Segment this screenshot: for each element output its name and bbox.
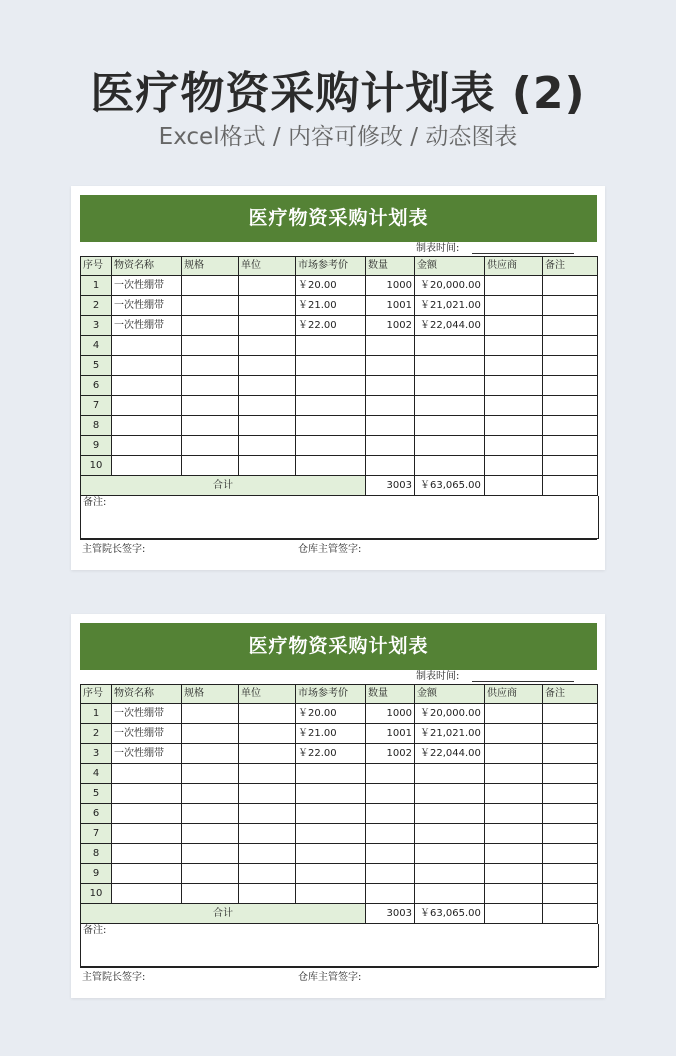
note-cell[interactable] [543, 764, 598, 784]
name-cell[interactable] [112, 844, 182, 864]
amount-cell[interactable] [415, 704, 485, 724]
sheet [80, 623, 597, 988]
qty-cell[interactable] [366, 436, 415, 456]
qty-cell[interactable] [366, 336, 415, 356]
price-cell[interactable]: ￥22.00 [296, 744, 366, 764]
total-amount-value: 63,065.00 [430, 480, 481, 491]
column-header: 物资名称 [112, 685, 182, 704]
qty-cell[interactable] [366, 884, 415, 904]
unit-cell[interactable] [239, 804, 296, 824]
table-row [81, 276, 598, 296]
price-cell[interactable]: ￥20.00 [296, 276, 366, 296]
table-header-row [81, 685, 598, 704]
table-cell[interactable] [543, 476, 598, 496]
row-number: 1 [81, 276, 112, 296]
column-header: 物资名称 [112, 257, 182, 276]
spec-cell[interactable] [182, 296, 239, 316]
qty-cell[interactable]: 1000 [366, 276, 415, 296]
total-qty[interactable]: 3003 [366, 904, 415, 924]
amount-value: 21,021.00 [430, 300, 481, 311]
table-row [81, 784, 598, 804]
qty-cell[interactable]: 1002 [366, 744, 415, 764]
price-cell[interactable] [296, 844, 366, 864]
supplier-cell[interactable] [485, 456, 543, 476]
note-cell[interactable] [543, 784, 598, 804]
row-number: 5 [81, 356, 112, 376]
page-title: 医疗物资采购计划表 (2) [90, 68, 586, 119]
table-row [81, 884, 598, 904]
supplier-cell[interactable] [485, 296, 543, 316]
table-row [81, 336, 598, 356]
column-header: 市场参考价 [296, 257, 366, 276]
supplier-cell[interactable] [485, 844, 543, 864]
spec-cell[interactable] [182, 456, 239, 476]
unit-cell[interactable] [239, 864, 296, 884]
amount-cell[interactable] [415, 884, 485, 904]
note-cell[interactable] [543, 804, 598, 824]
unit-cell[interactable] [239, 704, 296, 724]
name-cell[interactable] [112, 396, 182, 416]
column-header: 备注 [543, 685, 598, 704]
unit-cell[interactable] [239, 376, 296, 396]
qty-cell[interactable] [366, 844, 415, 864]
name-cell[interactable] [112, 356, 182, 376]
amount-cell[interactable] [415, 356, 485, 376]
amount-cell[interactable] [415, 396, 485, 416]
name-cell[interactable] [112, 884, 182, 904]
supplier-cell[interactable] [485, 864, 543, 884]
name-cell[interactable] [112, 416, 182, 436]
note-cell[interactable] [543, 844, 598, 864]
table-row [81, 416, 598, 436]
qty-cell[interactable]: 1002 [366, 316, 415, 336]
director-signature-label: 主管院长签字: [82, 972, 146, 983]
table-row [81, 864, 598, 884]
amount-value: 20,000.00 [430, 280, 481, 291]
table-row [81, 436, 598, 456]
qty-cell[interactable] [366, 356, 415, 376]
qty-cell[interactable] [366, 416, 415, 436]
amount-cell[interactable] [415, 296, 485, 316]
total-label: 合计 [81, 476, 366, 496]
row-number: 10 [81, 456, 112, 476]
unit-cell[interactable] [239, 416, 296, 436]
unit-cell[interactable] [239, 316, 296, 336]
qty-cell[interactable] [366, 764, 415, 784]
supplier-cell[interactable] [485, 276, 543, 296]
amount-value: 22,044.00 [430, 320, 481, 331]
spec-cell[interactable] [182, 336, 239, 356]
currency-symbol: ￥ [420, 908, 430, 919]
price-cell[interactable] [296, 784, 366, 804]
qty-cell[interactable] [366, 456, 415, 476]
unit-cell[interactable] [239, 456, 296, 476]
name-cell[interactable]: 一次性绷带 [112, 276, 182, 296]
unit-cell[interactable] [239, 744, 296, 764]
supplier-cell[interactable] [485, 744, 543, 764]
amount-value: 21,021.00 [430, 728, 481, 739]
row-number: 8 [81, 416, 112, 436]
supplier-cell[interactable] [485, 436, 543, 456]
name-cell[interactable] [112, 336, 182, 356]
row-number: 5 [81, 784, 112, 804]
name-cell[interactable]: 一次性绷带 [112, 744, 182, 764]
table-row [81, 376, 598, 396]
name-cell[interactable] [112, 764, 182, 784]
amount-cell[interactable] [415, 824, 485, 844]
supplier-cell[interactable] [485, 396, 543, 416]
made-time-field[interactable] [472, 681, 574, 682]
row-number: 10 [81, 884, 112, 904]
unit-cell[interactable] [239, 276, 296, 296]
note-cell[interactable] [543, 704, 598, 724]
supplier-cell[interactable] [485, 804, 543, 824]
price-cell[interactable] [296, 376, 366, 396]
unit-cell[interactable] [239, 724, 296, 744]
table-cell[interactable] [485, 476, 543, 496]
name-cell[interactable] [112, 784, 182, 804]
note-area[interactable] [80, 496, 599, 539]
sheet-preview-2 [71, 614, 605, 998]
amount-cell[interactable] [415, 764, 485, 784]
name-cell[interactable] [112, 864, 182, 884]
note-cell[interactable] [543, 396, 598, 416]
column-header: 数量 [366, 685, 415, 704]
table-row [81, 824, 598, 844]
note-cell[interactable] [543, 436, 598, 456]
price-cell[interactable] [296, 456, 366, 476]
amount-cell[interactable] [415, 744, 485, 764]
unit-cell[interactable] [239, 436, 296, 456]
qty-cell[interactable] [366, 396, 415, 416]
price-cell[interactable] [296, 436, 366, 456]
amount-cell[interactable] [415, 376, 485, 396]
spec-cell[interactable] [182, 316, 239, 336]
supplier-cell[interactable] [485, 356, 543, 376]
spec-cell[interactable] [182, 356, 239, 376]
price-cell[interactable] [296, 824, 366, 844]
column-header: 规格 [182, 257, 239, 276]
total-row [81, 904, 598, 924]
qty-cell[interactable] [366, 784, 415, 804]
price-cell[interactable] [296, 396, 366, 416]
note-cell[interactable] [543, 884, 598, 904]
note-cell[interactable] [543, 864, 598, 884]
supplier-cell[interactable] [485, 376, 543, 396]
name-cell[interactable]: 一次性绷带 [112, 724, 182, 744]
column-header: 供应商 [485, 257, 543, 276]
unit-cell[interactable] [239, 884, 296, 904]
note-cell[interactable] [543, 724, 598, 744]
total-row [81, 476, 598, 496]
table-cell[interactable] [485, 904, 543, 924]
row-number: 4 [81, 764, 112, 784]
amount-cell[interactable] [415, 416, 485, 436]
table-row [81, 744, 598, 764]
price-cell[interactable] [296, 336, 366, 356]
spec-cell[interactable] [182, 884, 239, 904]
row-number: 8 [81, 844, 112, 864]
price-cell[interactable] [296, 764, 366, 784]
qty-cell[interactable] [366, 376, 415, 396]
supplier-cell[interactable] [485, 724, 543, 744]
unit-cell[interactable] [239, 296, 296, 316]
note-cell[interactable] [543, 824, 598, 844]
currency-symbol: ￥ [420, 480, 430, 491]
spec-cell[interactable] [182, 416, 239, 436]
amount-cell[interactable] [415, 724, 485, 744]
qty-cell[interactable] [366, 804, 415, 824]
note-label: 备注: [83, 925, 107, 936]
column-header: 序号 [81, 685, 112, 704]
table-row [81, 316, 598, 336]
sheet-title-banner: 医疗物资采购计划表 [80, 623, 597, 670]
amount-cell[interactable] [415, 316, 485, 336]
note-cell[interactable] [543, 276, 598, 296]
row-number: 9 [81, 436, 112, 456]
spec-cell[interactable] [182, 276, 239, 296]
column-header: 金额 [415, 257, 485, 276]
supplier-cell[interactable] [485, 336, 543, 356]
made-time-row [80, 670, 597, 684]
column-header: 单位 [239, 257, 296, 276]
unit-cell[interactable] [239, 844, 296, 864]
made-time-label: 制表时间: [416, 671, 460, 682]
note-label: 备注: [83, 497, 107, 508]
name-cell[interactable]: 一次性绷带 [112, 296, 182, 316]
spec-cell[interactable] [182, 764, 239, 784]
currency-symbol: ￥ [420, 280, 430, 291]
price-cell[interactable] [296, 864, 366, 884]
qty-cell[interactable]: 1001 [366, 724, 415, 744]
table-row [81, 396, 598, 416]
amount-cell[interactable] [415, 804, 485, 824]
table-row [81, 764, 598, 784]
row-number: 6 [81, 376, 112, 396]
row-number: 3 [81, 316, 112, 336]
warehouse-signature-label: 仓库主管签字: [298, 972, 362, 983]
column-header: 金额 [415, 685, 485, 704]
column-header: 数量 [366, 257, 415, 276]
warehouse-signature-label: 仓库主管签字: [298, 544, 362, 555]
price-cell[interactable]: ￥22.00 [296, 316, 366, 336]
name-cell[interactable] [112, 376, 182, 396]
total-qty[interactable]: 3003 [366, 476, 415, 496]
signature-row [80, 539, 597, 560]
total-amount-value: 63,065.00 [430, 908, 481, 919]
table-row [81, 724, 598, 744]
qty-cell[interactable] [366, 864, 415, 884]
row-number: 7 [81, 824, 112, 844]
price-cell[interactable]: ￥20.00 [296, 704, 366, 724]
price-cell[interactable]: ￥21.00 [296, 724, 366, 744]
unit-cell[interactable] [239, 356, 296, 376]
currency-symbol: ￥ [420, 300, 430, 311]
supplier-cell[interactable] [485, 784, 543, 804]
name-cell[interactable]: 一次性绷带 [112, 316, 182, 336]
row-number: 2 [81, 296, 112, 316]
spec-cell[interactable] [182, 376, 239, 396]
row-number: 7 [81, 396, 112, 416]
row-number: 2 [81, 724, 112, 744]
currency-symbol: ￥ [420, 728, 430, 739]
table-row [81, 844, 598, 864]
supplier-cell[interactable] [485, 416, 543, 436]
row-number: 6 [81, 804, 112, 824]
unit-cell[interactable] [239, 396, 296, 416]
amount-cell[interactable] [415, 456, 485, 476]
spec-cell[interactable] [182, 784, 239, 804]
spec-cell[interactable] [182, 704, 239, 724]
amount-cell[interactable] [415, 784, 485, 804]
spec-cell[interactable] [182, 744, 239, 764]
amount-cell[interactable] [415, 336, 485, 356]
spec-cell[interactable] [182, 844, 239, 864]
table-row [81, 804, 598, 824]
row-number: 9 [81, 864, 112, 884]
column-header: 序号 [81, 257, 112, 276]
column-header: 市场参考价 [296, 685, 366, 704]
page-subtitle: Excel格式 / 内容可修改 / 动态图表 [158, 124, 518, 150]
purchase-table [80, 684, 598, 924]
note-cell[interactable] [543, 456, 598, 476]
director-signature-label: 主管院长签字: [82, 544, 146, 555]
supplier-cell[interactable] [485, 884, 543, 904]
note-cell[interactable] [543, 296, 598, 316]
spec-cell[interactable] [182, 436, 239, 456]
currency-symbol: ￥ [420, 708, 430, 719]
total-label: 合计 [81, 904, 366, 924]
made-time-row [80, 242, 597, 256]
spec-cell[interactable] [182, 724, 239, 744]
spec-cell[interactable] [182, 396, 239, 416]
note-cell[interactable] [543, 316, 598, 336]
amount-value: 20,000.00 [430, 708, 481, 719]
currency-symbol: ￥ [420, 320, 430, 331]
unit-cell[interactable] [239, 784, 296, 804]
price-cell[interactable] [296, 416, 366, 436]
amount-cell[interactable] [415, 276, 485, 296]
column-header: 规格 [182, 685, 239, 704]
table-header-row [81, 257, 598, 276]
table-row [81, 296, 598, 316]
currency-symbol: ￥ [420, 748, 430, 759]
qty-cell[interactable]: 1001 [366, 296, 415, 316]
price-cell[interactable] [296, 884, 366, 904]
table-cell[interactable] [543, 904, 598, 924]
column-header: 单位 [239, 685, 296, 704]
spec-cell[interactable] [182, 864, 239, 884]
name-cell[interactable] [112, 804, 182, 824]
row-number: 3 [81, 744, 112, 764]
table-row [81, 356, 598, 376]
note-cell[interactable] [543, 376, 598, 396]
price-cell[interactable]: ￥21.00 [296, 296, 366, 316]
row-number: 1 [81, 704, 112, 724]
amount-cell[interactable] [415, 864, 485, 884]
sheet [80, 195, 597, 560]
amount-value: 22,044.00 [430, 748, 481, 759]
supplier-cell[interactable] [485, 764, 543, 784]
purchase-table [80, 256, 598, 496]
name-cell[interactable] [112, 436, 182, 456]
column-header: 供应商 [485, 685, 543, 704]
spec-cell[interactable] [182, 824, 239, 844]
row-number: 4 [81, 336, 112, 356]
signature-row [80, 967, 597, 988]
sheet-preview-1 [71, 186, 605, 570]
price-cell[interactable] [296, 356, 366, 376]
spec-cell[interactable] [182, 804, 239, 824]
qty-cell[interactable] [366, 824, 415, 844]
price-cell[interactable] [296, 804, 366, 824]
sheet-title-banner: 医疗物资采购计划表 [80, 195, 597, 242]
note-cell[interactable] [543, 356, 598, 376]
table-row [81, 456, 598, 476]
note-cell[interactable] [543, 744, 598, 764]
supplier-cell[interactable] [485, 824, 543, 844]
unit-cell[interactable] [239, 824, 296, 844]
made-time-field[interactable] [472, 253, 574, 254]
name-cell[interactable] [112, 824, 182, 844]
supplier-cell[interactable] [485, 316, 543, 336]
note-cell[interactable] [543, 416, 598, 436]
amount-cell[interactable] [415, 436, 485, 456]
note-cell[interactable] [543, 336, 598, 356]
name-cell[interactable]: 一次性绷带 [112, 704, 182, 724]
total-amount[interactable] [415, 904, 485, 924]
name-cell[interactable] [112, 456, 182, 476]
column-header: 备注 [543, 257, 598, 276]
supplier-cell[interactable] [485, 704, 543, 724]
total-amount[interactable] [415, 476, 485, 496]
unit-cell[interactable] [239, 336, 296, 356]
unit-cell[interactable] [239, 764, 296, 784]
table-row [81, 704, 598, 724]
note-area[interactable] [80, 924, 599, 967]
made-time-label: 制表时间: [416, 243, 460, 254]
qty-cell[interactable]: 1000 [366, 704, 415, 724]
amount-cell[interactable] [415, 844, 485, 864]
